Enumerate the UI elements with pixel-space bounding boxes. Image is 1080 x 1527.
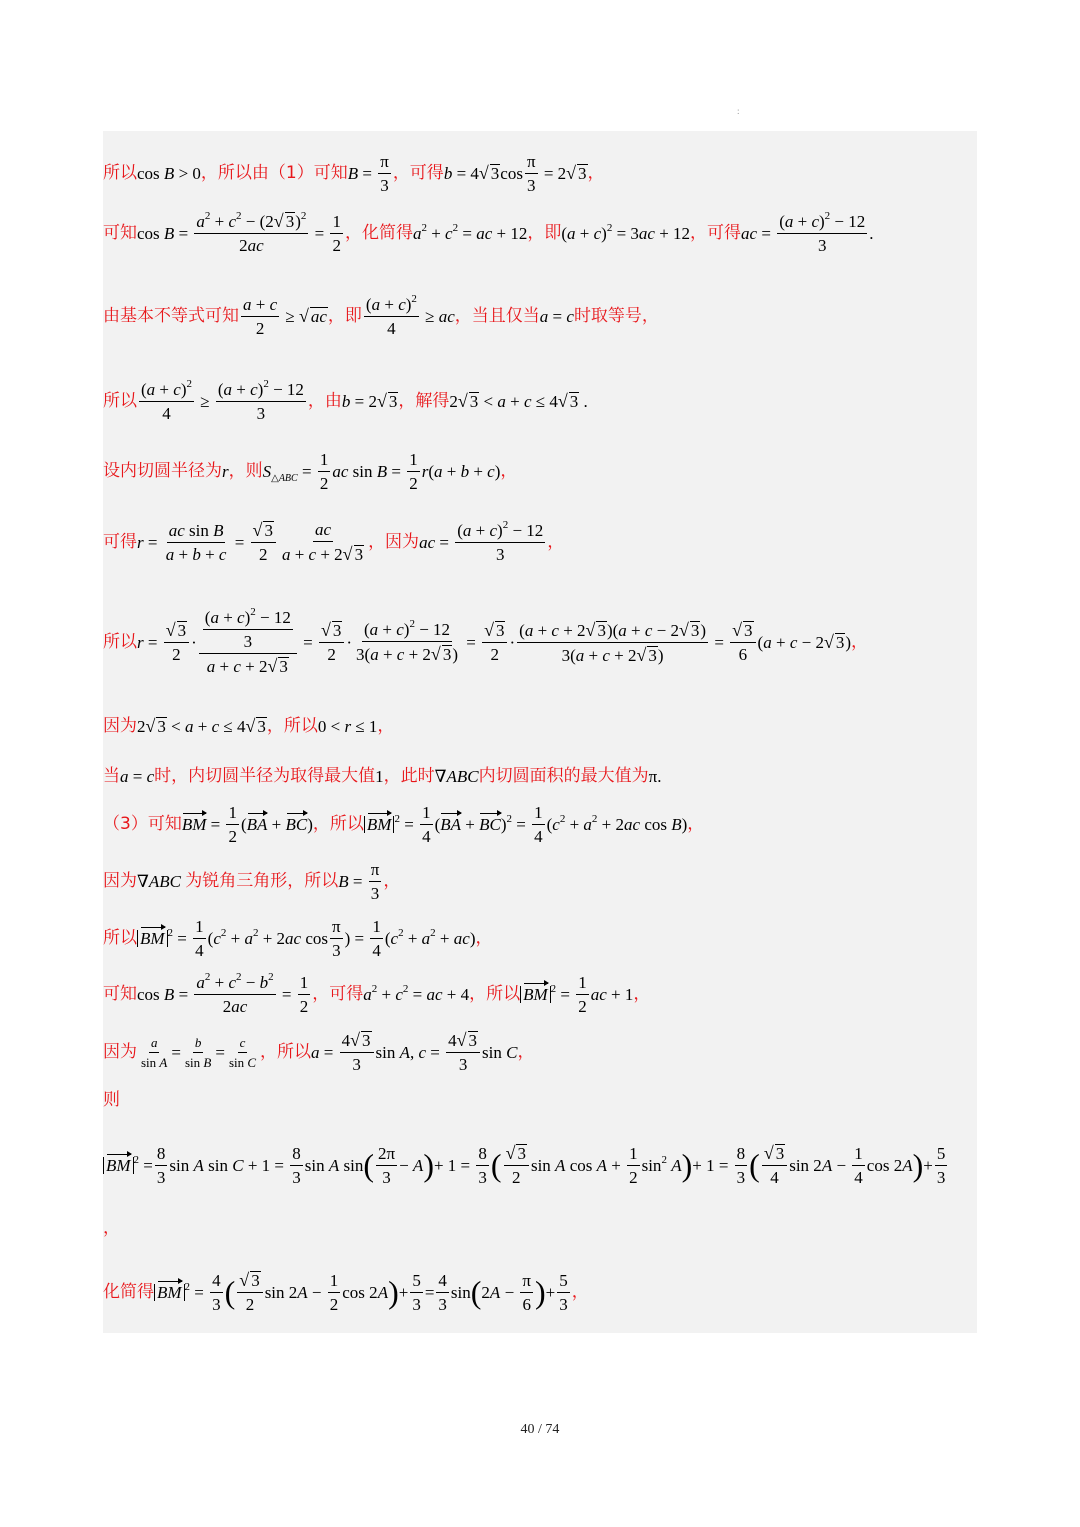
solution-line-2: 可知 cos B = $\frac{a^2 + c^2 - (2√ 3)^2}{2ac}$ = $\frac{1}{2}$ ，化简得 $a^2 + c^2$ = ac + 12 ，即 $(a + c)^2 = 3ac + 12$ ，可得 ac = $\frac{(a + c)^2 - 12}{3}$ . <box>103 209 874 255</box>
text: 所以 <box>103 390 137 411</box>
text: 所以 <box>103 927 137 948</box>
text: ，可得 <box>392 162 444 183</box>
solution-line-17 <box>103 1215 977 1241</box>
solution-line-10: （3）可知 BM = $\frac{1}{2}$ (BA + BC) ，所以 BM $^2$ = $\frac{1}{4}$ (BA + BC)$^2$ = $\frac{1}{4}$ ($c^2 + a^2 + 2ac$ cos B) ， <box>103 802 705 846</box>
text: 为锐角三角形，所以 <box>185 870 339 891</box>
solution-line-15 <box>103 1087 977 1113</box>
text: ，此时 <box>383 765 435 786</box>
text: 当 <box>103 765 120 786</box>
solution-line-16: BM $^2$ = $\frac{8}{3}$ sin A sin C + 1 = $\frac{8}{3}$ sin A sin ( $\frac{2\pi}{3}$ − A ) + 1 = $\frac{8}{3}$ ( $\frac{√ 3}{2}$ sin A cos A + $\frac{1}{2}$ $\sin^2 A$ ) + 1 = $\frac{8}{3}$ ( $\frac{√ 3}{4}$ sin 2A − $\frac{1}{4}$ cos 2A ) + $\frac{5}{3}$ <box>103 1134 977 1196</box>
solution-line-5: 设内切圆半径为 r ，则 $S_{\triangle ABC}$ = $\frac{1}{2}$ ac sin B = $\frac{1}{2}$ r(a + b + c) ， <box>103 449 518 493</box>
solution-line-8: 因为 2√ 3 < a + c ≤ 4√ 3 ，所以 0 < r ≤ 1 ， <box>103 715 395 736</box>
solution-line-14: 因为 $\frac{a}{\text{sin A}}$ = $\frac{b}{\text{sin B}}$ = $\frac{c}{\text{sin C}}$ ，所以 a = $\frac{4√ 3}{3}$ sin A, c = $\frac{4√ 3}{3}$ sin C ， <box>103 1030 535 1074</box>
text: ，则 <box>228 460 263 481</box>
text: ，所以 <box>260 1041 312 1062</box>
solution-line-7: 所以 r = $\frac{√ 3}{2}$ · $\frac{\frac{(a + c)^2 - 12}{3}}{a + c + 2√ 3}$ = $\frac{√ 3}{2}$ · $\frac{(a + c)^2 - 12}{3(a + c + 2√ 3)}$ = $\frac{√ 3}{2}$ · $\frac{(a + c + 2√ 3)(a + c - 2√ 3)}{3(a + c + 2√ 3)}$ = $\frac{√ 3}{6}$ (a + c − 2√ 3) ， <box>103 605 869 676</box>
text: ， <box>383 870 401 891</box>
text: ， <box>571 1281 589 1302</box>
text: ， <box>377 715 395 736</box>
text: 因为 <box>103 870 137 891</box>
solution-line-18: 化简得 BM $^2$ = $\frac{4}{3}$ ( $\frac{√ 3}{2}$ sin 2A − $\frac{1}{2}$ cos 2A ) + $\frac{5}{3}$ = $\frac{4}{3}$ sin ( 2A − $\frac{\pi}{6}$ ) + $\frac{5}{3}$ ， <box>103 1270 589 1314</box>
text: ， <box>517 1041 535 1062</box>
solution-line-3: 由基本不等式可知 $\frac{a + c}{2}$ ≥ √ ac ，即 $\frac{(a + c)^2}{4}$ ≥ ac ，当且仅当 a = c 时取等号， <box>103 292 659 338</box>
text: 化简得 <box>103 1281 154 1302</box>
text: 因为 <box>103 715 137 736</box>
text: ，化简得 <box>344 222 413 243</box>
text: ， <box>475 927 493 948</box>
text: ，解得 <box>398 390 450 411</box>
text: ，可得 <box>312 983 364 1004</box>
text: 因为 <box>103 1041 137 1062</box>
text: ，因为 <box>368 531 420 552</box>
solution-line-1: 所以 cos B > 0 ，所以由（1）可知 B = $\frac{\pi}{3}$ ，可得 b = 4√ 3cos $\frac{\pi}{3}$ = 2√ 3 ， <box>103 151 605 195</box>
solution-line-6: 可得 r = $\frac{\text{ac sin B}}{a + b + c}$ = $\frac{√ 3}{2}$ $\frac{ac}{a + c + 2√ 3}$ ，因为 ac = $\frac{(a + c)^2 - 12}{3}$ ， <box>103 518 565 564</box>
text: ， <box>851 631 869 652</box>
corner-mark: : <box>737 106 740 116</box>
text: 可得 <box>103 531 137 552</box>
text: ，由 <box>307 390 342 411</box>
solution-line-13: 可知 cos B = $\frac{a^2 + c^2 - b^2}{2ac}$ = $\frac{1}{2}$ ，可得 $a^2 + c^2$ = ac + 4 ，所以 BM $^2$ = $\frac{1}{2}$ ac + 1 ， <box>103 970 651 1016</box>
text: ， <box>687 813 705 834</box>
page-number: 40 / 74 <box>520 1422 560 1437</box>
solution-line-4: 所以 $\frac{(a + c)^2}{4}$ ≥ $\frac{(a + c)^2 - 12}{3}$ ，由 b = 2√ 3 ，解得 2√ 3 < a + c ≤ 4√ 3 . <box>103 377 588 423</box>
text: 所以 <box>103 631 137 652</box>
text: ，当且仅当 <box>454 305 540 326</box>
text: 所以 <box>103 162 137 183</box>
text: 由基本不等式可知 <box>103 305 239 326</box>
text: ， <box>103 1217 120 1238</box>
text: 则 <box>103 1089 120 1110</box>
solution-line-9: 当 a = c 时，内切圆半径为取得最大值 1 ，此时 ∇ABC 内切圆面积的最大值为 π. <box>103 765 662 786</box>
text: ， <box>633 983 651 1004</box>
text: 内切圆面积的最大值为 <box>478 765 649 786</box>
text: ， <box>587 162 605 183</box>
text: ，可得 <box>690 222 742 243</box>
text: （3）可知 <box>103 813 182 834</box>
text: 设内切圆半径为 <box>103 460 222 481</box>
text: 可知 <box>103 983 137 1004</box>
text: ，即 <box>327 305 362 326</box>
text: ，所以 <box>312 813 364 834</box>
solution-block <box>103 131 977 1333</box>
text: ，所以 <box>469 983 521 1004</box>
text: 可知 <box>103 222 137 243</box>
text: 时取等号， <box>573 305 659 326</box>
text: ，即 <box>527 222 562 243</box>
solution-line-12: 所以 BM $^2$ = $\frac{1}{4}$ ($c^2 + a^2 + 2ac$ cos $\frac{\pi}{3}$ ) = $\frac{1}{4}$ $(c^2 + a^2 + ac)$ ， <box>103 916 493 960</box>
text: ，所以 <box>266 715 318 736</box>
text: ，所以由（1）可知 <box>200 162 348 183</box>
text: ， <box>500 460 518 481</box>
text: ， <box>547 531 565 552</box>
solution-line-11: 因为 ∇ABC 为锐角三角形，所以 B = $\frac{\pi}{3}$ ， <box>103 859 401 903</box>
text: 时，内切圆半径为取得最大值 <box>154 765 376 786</box>
